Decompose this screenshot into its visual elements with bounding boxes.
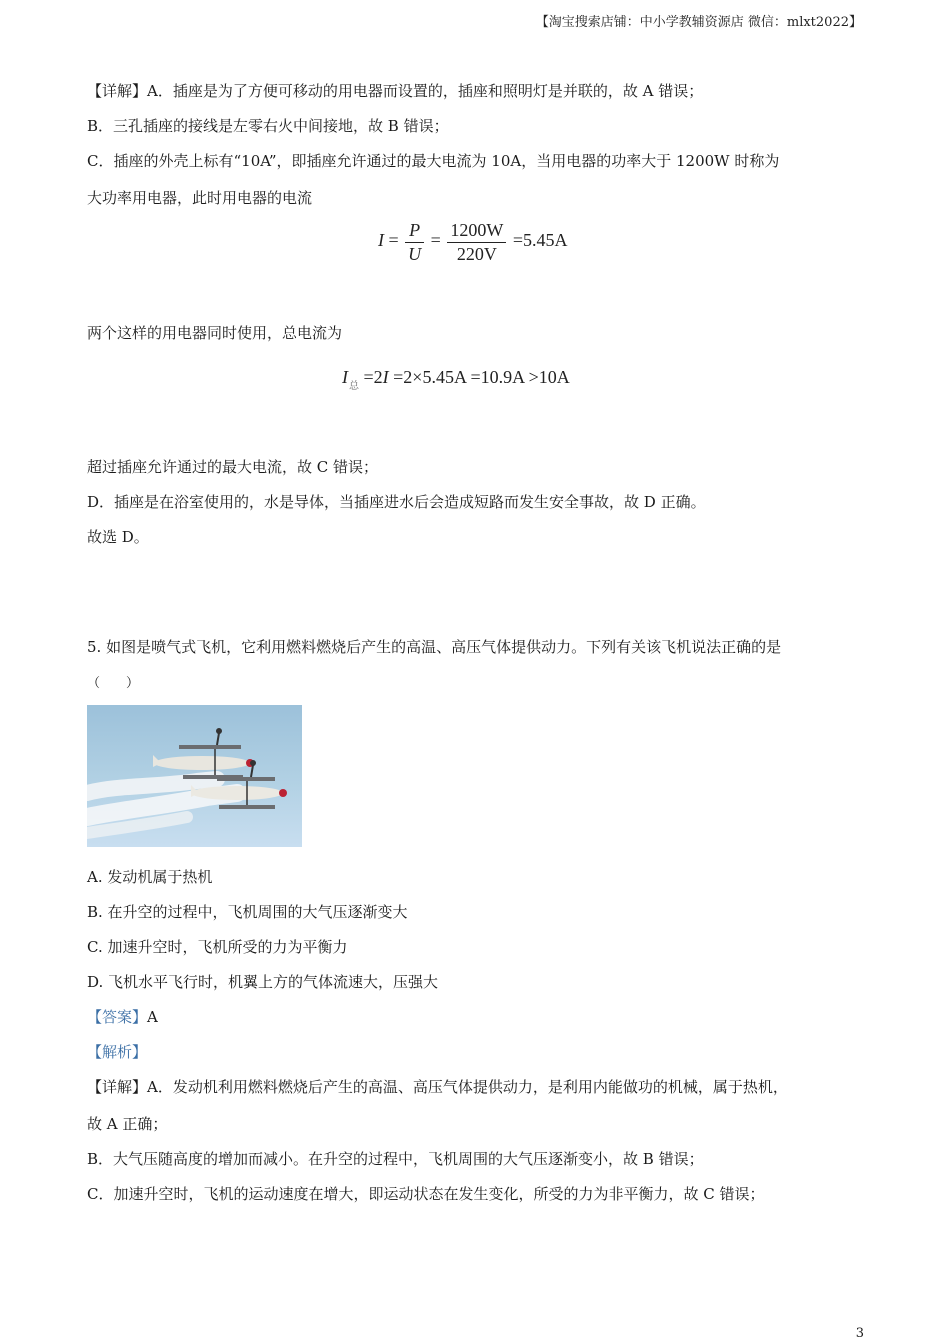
answer-label: 【答案】 xyxy=(87,1008,148,1026)
formula-eq1: = xyxy=(388,230,399,251)
formula-result: =5.45A xyxy=(512,230,568,251)
formula2-part: =2 xyxy=(363,367,383,387)
question5-answer-blank: （ ） xyxy=(87,676,140,691)
fraction-denominator-2: 220V xyxy=(456,243,497,264)
explain-conclusion: 故选 D。 xyxy=(87,528,149,546)
explain-line-c3: 超过插座允许通过的最大电流，故 C 错误； xyxy=(87,458,379,476)
total-current-intro: 两个这样的用电器同时使用，总电流为 xyxy=(87,324,343,342)
analysis-label: 【解析】 xyxy=(87,1043,148,1061)
fraction-numerator: P xyxy=(405,219,424,243)
formula2-result: =2×5.45A =10.9A >10A xyxy=(393,367,570,387)
explain-line-d: D．插座是在浴室使用的，水是导体，当插座进水后会造成短路而发生安全事故，故 D 正确。 xyxy=(87,493,706,511)
formula-lhs: I xyxy=(378,230,384,251)
formula2-subscript: 总 xyxy=(349,381,359,392)
page-header: 【淘宝搜索店铺：中小学教辅资源店 微信：mlxt2022】 xyxy=(535,15,862,30)
explain5-line-b: B．大气压随高度的增加而减小。在升空的过程中，飞机周围的大气压逐渐变小，故 B 错误； xyxy=(87,1150,704,1168)
option-b: B. 在升空的过程中，飞机周围的大气压逐渐变大 xyxy=(87,903,408,921)
explain5-line-a2: 故 A 正确； xyxy=(87,1115,168,1133)
current-formula xyxy=(378,219,567,265)
explain5-line-c: C．加速升空时，飞机的运动速度在增大，即运动状态在发生变化，所受的力为非平衡力，故 C 错误； xyxy=(87,1185,765,1203)
fraction-power-over-voltage xyxy=(447,219,506,265)
explain-line-b: B．三孔插座的接线是左零右火中间接地，故 B 错误； xyxy=(87,117,449,135)
explain5-line-a1: 【详解】A．发动机利用燃料燃烧后产生的高温、高压气体提供动力，是利用内能做功的机械，属于热机， xyxy=(87,1078,788,1096)
page-number: 3 xyxy=(855,1326,864,1341)
fraction-p-over-u xyxy=(405,219,424,265)
airplane-photo xyxy=(87,705,302,847)
formula2-var: I xyxy=(382,367,389,387)
question5-stem: 5. 如图是喷气式飞机，它利用燃料燃烧后产生的高温、高压气体提供动力。下列有关该飞机说法正确的是 xyxy=(87,638,782,656)
option-a: A. 发动机属于热机 xyxy=(87,868,213,886)
explain-line-c1: C．插座的外壳上标有“10A”，即插座允许通过的最大电流为 10A，当用电器的功率大于 1200W 时称为 xyxy=(87,152,780,170)
explain-line-a: 【详解】A．插座是为了方便可移动的用电器而设置的，插座和照明灯是并联的，故 A 错误； xyxy=(87,82,704,100)
answer-line xyxy=(87,1008,158,1026)
fraction-denominator: U xyxy=(408,243,422,264)
option-c: C. 加速升空时，飞机所受的力为平衡力 xyxy=(87,938,348,956)
explain-line-c2: 大功率用电器，此时用电器的电流 xyxy=(87,189,313,207)
option-d: D. 飞机水平飞行时，机翼上方的气体流速大，压强大 xyxy=(87,973,439,991)
formula2-lhs: I xyxy=(342,367,348,387)
fraction-numerator-2: 1200W xyxy=(447,219,506,243)
formula-eq2: = xyxy=(430,230,441,251)
answer-value: A xyxy=(147,1008,158,1026)
total-current-formula xyxy=(342,367,570,393)
